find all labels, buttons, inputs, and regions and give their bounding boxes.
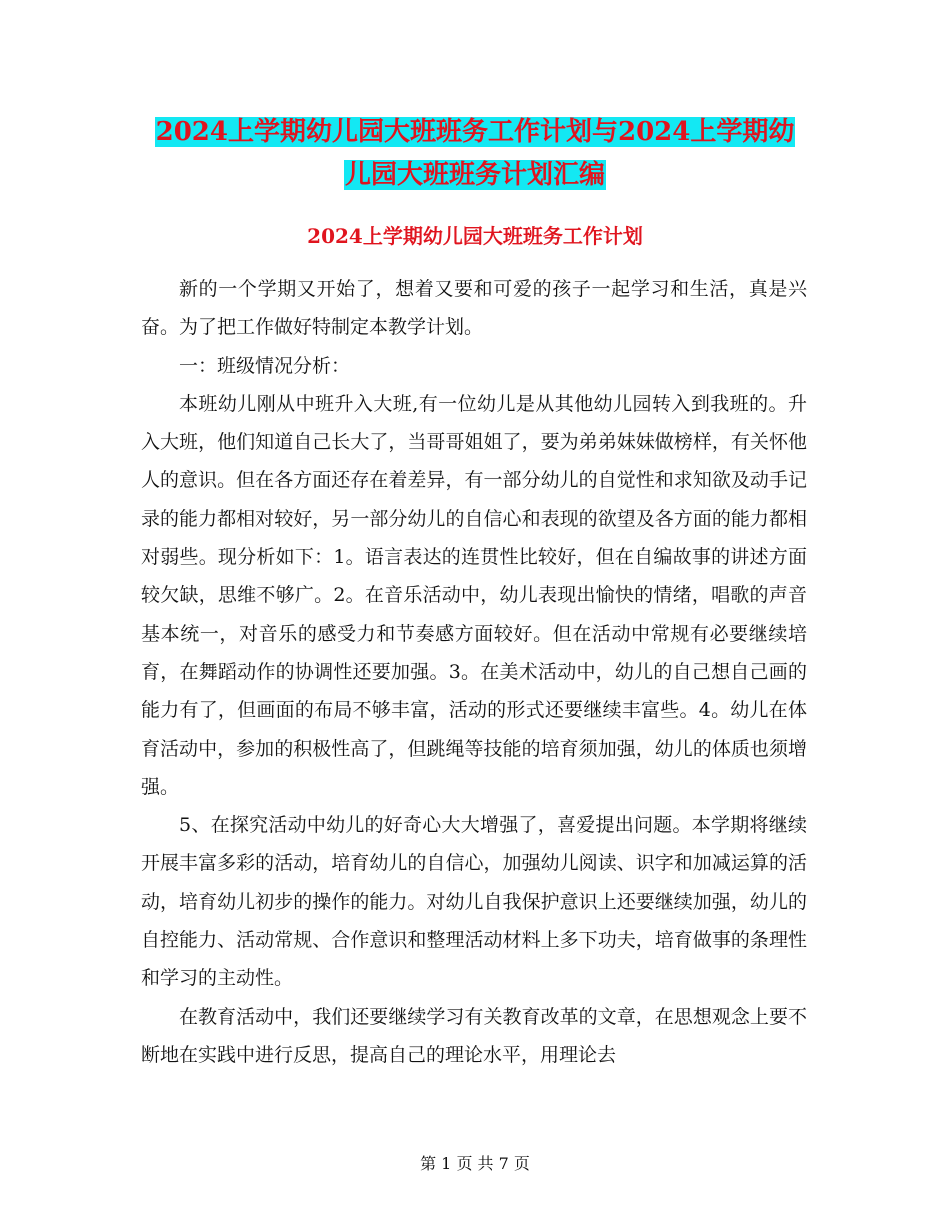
paragraph-class-analysis: 本班幼儿刚从中班升入大班,有一位幼儿是从其他幼儿园转入到我班的。升入大班，他们知道自己长大了，当哥哥姐姐了，要为弟弟妹妹做榜样，有关怀他人的意识。但在各方面还存在着差异，有一部分幼儿的自觉性和求知欲及动手记录的能力都相对较好，另一部分幼儿的自信心和表现的欲望及各方面的能力都相对弱些。现分析如下：1。语言表达的连贯性比较好，但在自编故事的讲述方面较欠缺，思维不够广。2。在音乐活动中，幼儿表现出愉快的情绪，唱歌的声音基本统一，对音乐的感受力和节奏感方面较好。但在活动中常规有必要继续培育，在舞蹈动作的协调性还要加强。3。在美术活动中，幼儿的自己想自己画的能力有了，但画面的布局不够丰富，活动的形式还要继续丰富些。4。幼儿在体育活动中，参加的积极性高了，但跳绳等技能的培育须加强，幼儿的体质也须增强。 <box>141 392 807 798</box>
document-title-line-1 <box>0 112 950 152</box>
section-heading: 2024上学期幼儿园大班班务工作计划 <box>307 224 643 248</box>
page-footer: 第 1 页 共 7 页 <box>420 1154 530 1173</box>
document-body <box>141 270 807 1074</box>
paragraph-exploration: 5、在探究活动中幼儿的好奇心大大增强了，喜爱提出问题。本学期将继续开展丰富多彩的活动，培育幼儿的自信心，加强幼儿阅读、识字和加减运算的活动，培育幼儿初步的操作的能力。对幼儿自我保护意识上还要继续加强，幼儿的自控能力、活动常规、合作意识和整理活动材料上多下功夫，培育做事的条理性和学习的主动性。 <box>141 814 807 990</box>
title-highlight: 儿园大班班务计划汇编 <box>344 160 605 190</box>
paragraph-education: 在教育活动中，我们还要继续学习有关教育改革的文章，在思想观念上要不断地在实践中进行反思，提高自己的理论水平，用理论去 <box>141 1005 807 1066</box>
title-highlight: 2024上学期幼儿园大班班务工作计划与2024上学期幼 <box>155 117 795 147</box>
document-title-line-2 <box>0 155 950 195</box>
paragraph-intro: 新的一个学期又开始了，想着又要和可爱的孩子一起学习和生活，真是兴奋。为了把工作做好特制定本教学计划。 <box>141 278 807 339</box>
paragraph-class-analysis-heading: 一：班级情况分析： <box>179 354 351 377</box>
